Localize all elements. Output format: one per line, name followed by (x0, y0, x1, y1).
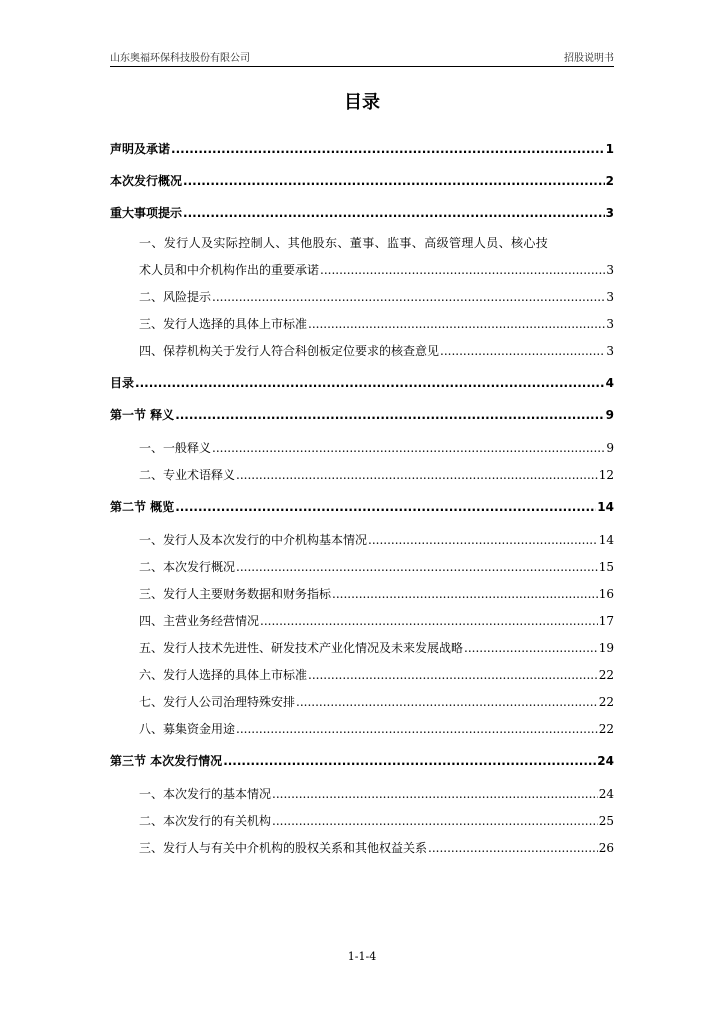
toc-page-number: 22 (598, 695, 614, 709)
page-title: 目录 (344, 92, 380, 113)
page-header (110, 49, 614, 65)
header-divider (110, 66, 614, 67)
toc-page-number: 14 (598, 533, 614, 547)
toc-entry-commitments[interactable]: 一、发行人及实际控制人、其他股东、董事、监事、高级管理人员、核心技 术人员和中介机构作出的重要承诺 ..... 3 (110, 230, 614, 284)
toc-page-number: 1 (605, 142, 614, 156)
toc-entry-contents[interactable]: 目录 ..... 4 (110, 371, 614, 403)
toc-page-number: 26 (598, 841, 614, 855)
toc-entry-statement[interactable]: 声明及承诺 ..... 1 (110, 137, 614, 169)
page-number-footer: 1-1-4 (347, 950, 377, 963)
toc-page-number: 22 (598, 722, 614, 736)
toc-page-number: 22 (598, 668, 614, 682)
toc-entry-related-institutions[interactable]: 二、本次发行的有关机构 ..... 25 (110, 808, 614, 835)
toc-page-number: 14 (597, 500, 614, 514)
toc-page-number: 16 (598, 587, 614, 601)
toc-page-number: 9 (606, 441, 614, 455)
toc-entry-equity-relations[interactable]: 三、发行人与有关中介机构的股权关系和其他权益关系 ..... 26 (110, 835, 614, 862)
toc-entry-section-2[interactable]: 第二节 概览 ..... 14 (110, 495, 614, 527)
toc-page-number: 3 (606, 290, 614, 304)
toc-page-number: 15 (598, 560, 614, 574)
toc-page-number: 12 (598, 468, 614, 482)
toc-page-number: 17 (598, 614, 614, 628)
toc-entry-offering-summary[interactable]: 二、本次发行概况 ..... 15 (110, 554, 614, 581)
toc-page-number: 3 (606, 263, 614, 277)
toc-page-number: 19 (598, 641, 614, 655)
toc-entry-governance[interactable]: 七、发行人公司治理特殊安排 ..... 22 (110, 689, 614, 716)
toc-page-number: 2 (605, 174, 614, 188)
toc-entry-technical-terms[interactable]: 二、专业术语释义 ..... 12 (110, 462, 614, 489)
toc-entry-technology-strategy[interactable]: 五、发行人技术先进性、研发技术产业化情况及未来发展战略 ..... 19 (110, 635, 614, 662)
table-of-contents (110, 137, 614, 862)
toc-entry-listing-criteria[interactable]: 六、发行人选择的具体上市标准 ..... 22 (110, 662, 614, 689)
toc-page-number: 24 (598, 787, 614, 801)
toc-entry-use-of-proceeds[interactable]: 八、募集资金用途 ..... 22 (110, 716, 614, 743)
toc-page-number: 24 (597, 754, 614, 768)
toc-entry-main-business[interactable]: 四、主营业务经营情况 ..... 17 (110, 608, 614, 635)
toc-entry-offering-basics[interactable]: 一、本次发行的基本情况 ..... 24 (110, 781, 614, 808)
toc-entry-listing-standard[interactable]: 三、发行人选择的具体上市标准 ..... 3 (110, 311, 614, 338)
toc-page-number: 3 (605, 206, 614, 220)
toc-entry-major-notices[interactable]: 重大事项提示 ..... 3 (110, 201, 614, 233)
toc-entry-sponsor-opinion[interactable]: 四、保荐机构关于发行人符合科创板定位要求的核查意见 ..... 3 (110, 338, 614, 365)
document-type: 招股说明书 (564, 53, 614, 64)
company-name: 山东奥福环保科技股份有限公司 (110, 53, 250, 64)
toc-entry-intermediaries[interactable]: 一、发行人及本次发行的中介机构基本情况 ..... 14 (110, 527, 614, 554)
toc-entry-section-3[interactable]: 第三节 本次发行情况 ..... 24 (110, 749, 614, 781)
toc-page-number: 3 (606, 317, 614, 331)
toc-entry-risk-notice[interactable]: 二、风险提示 ..... 3 (110, 284, 614, 311)
toc-entry-general-definitions[interactable]: 一、一般释义 ..... 9 (110, 435, 614, 462)
toc-page-number: 4 (605, 376, 614, 390)
toc-page-number: 3 (606, 344, 614, 358)
toc-entry-financial-data[interactable]: 三、发行人主要财务数据和财务指标 ..... 16 (110, 581, 614, 608)
toc-entry-offering-overview[interactable]: 本次发行概况 ..... 2 (110, 169, 614, 201)
toc-page-number: 9 (605, 408, 614, 422)
toc-entry-section-1[interactable]: 第一节 释义 ..... 9 (110, 403, 614, 435)
toc-page-number: 25 (598, 814, 614, 828)
